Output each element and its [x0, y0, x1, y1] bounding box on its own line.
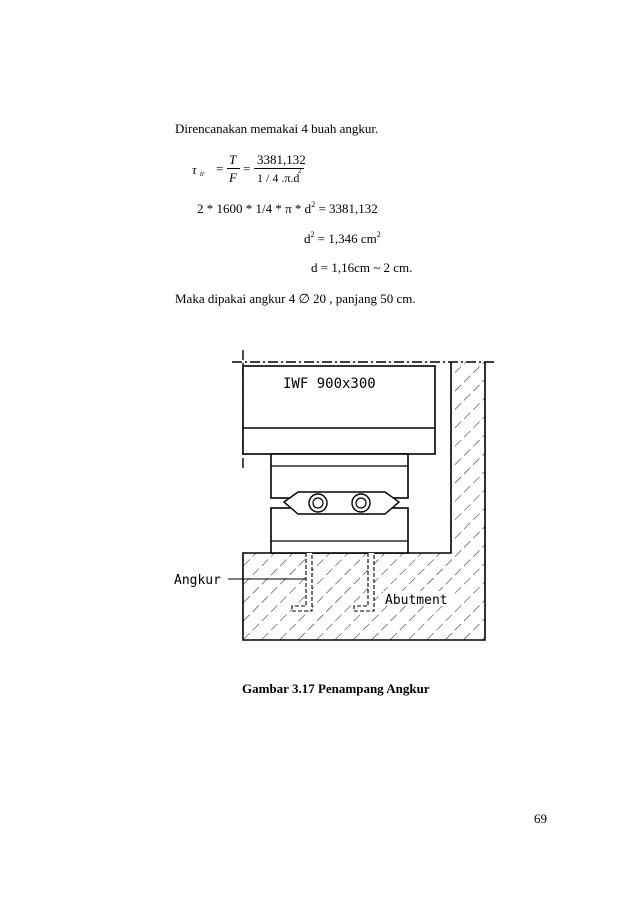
- roller-right-inner: [356, 498, 366, 508]
- equation-3-sup: 2: [310, 230, 315, 239]
- page-number: 69: [534, 811, 547, 826]
- intro-text: Direncanakan memakai 4 buah angkur.: [175, 121, 379, 136]
- lower-bearing-plate: [271, 508, 408, 553]
- formula-numerator-t: T: [229, 152, 237, 167]
- equation-3-d: d: [304, 231, 311, 246]
- equation-4: d = 1,16cm ~ 2 cm.: [311, 260, 413, 275]
- equation-2-left: 2 * 1600 * 1/4 * π * d: [197, 201, 312, 216]
- formula-tau-symbol: τ: [192, 162, 197, 177]
- equation-3-unit-sup: 2: [376, 230, 381, 239]
- formula-numerator-value: 3381,132: [257, 152, 306, 167]
- anchor-label: Angkur: [174, 573, 221, 588]
- formula-tau-subscript: tr: [200, 170, 205, 178]
- equation-3-value: = 1,346 cm: [314, 231, 377, 246]
- formula-equals-2: =: [243, 161, 251, 176]
- abutment-label: Abutment: [385, 593, 448, 608]
- roller-link: [284, 492, 399, 514]
- equation-2-right: = 3381,132: [315, 201, 378, 216]
- conclusion-text: Maka dipakai angkur 4 ∅ 20 , panjang 50 cm.: [175, 291, 416, 306]
- figure-caption: Gambar 3.17 Penampang Angkur: [242, 681, 430, 696]
- formula-denominator-sup: 2: [298, 167, 302, 175]
- equation-2-sup: 2: [311, 200, 316, 209]
- formula-equals-1: =: [216, 161, 224, 176]
- roller-left-inner: [313, 498, 323, 508]
- formula-denominator-f: F: [229, 170, 237, 185]
- formula-denominator-expr: 1 / 4 .π.d: [257, 171, 300, 185]
- beam-label: IWF 900x300: [283, 376, 376, 392]
